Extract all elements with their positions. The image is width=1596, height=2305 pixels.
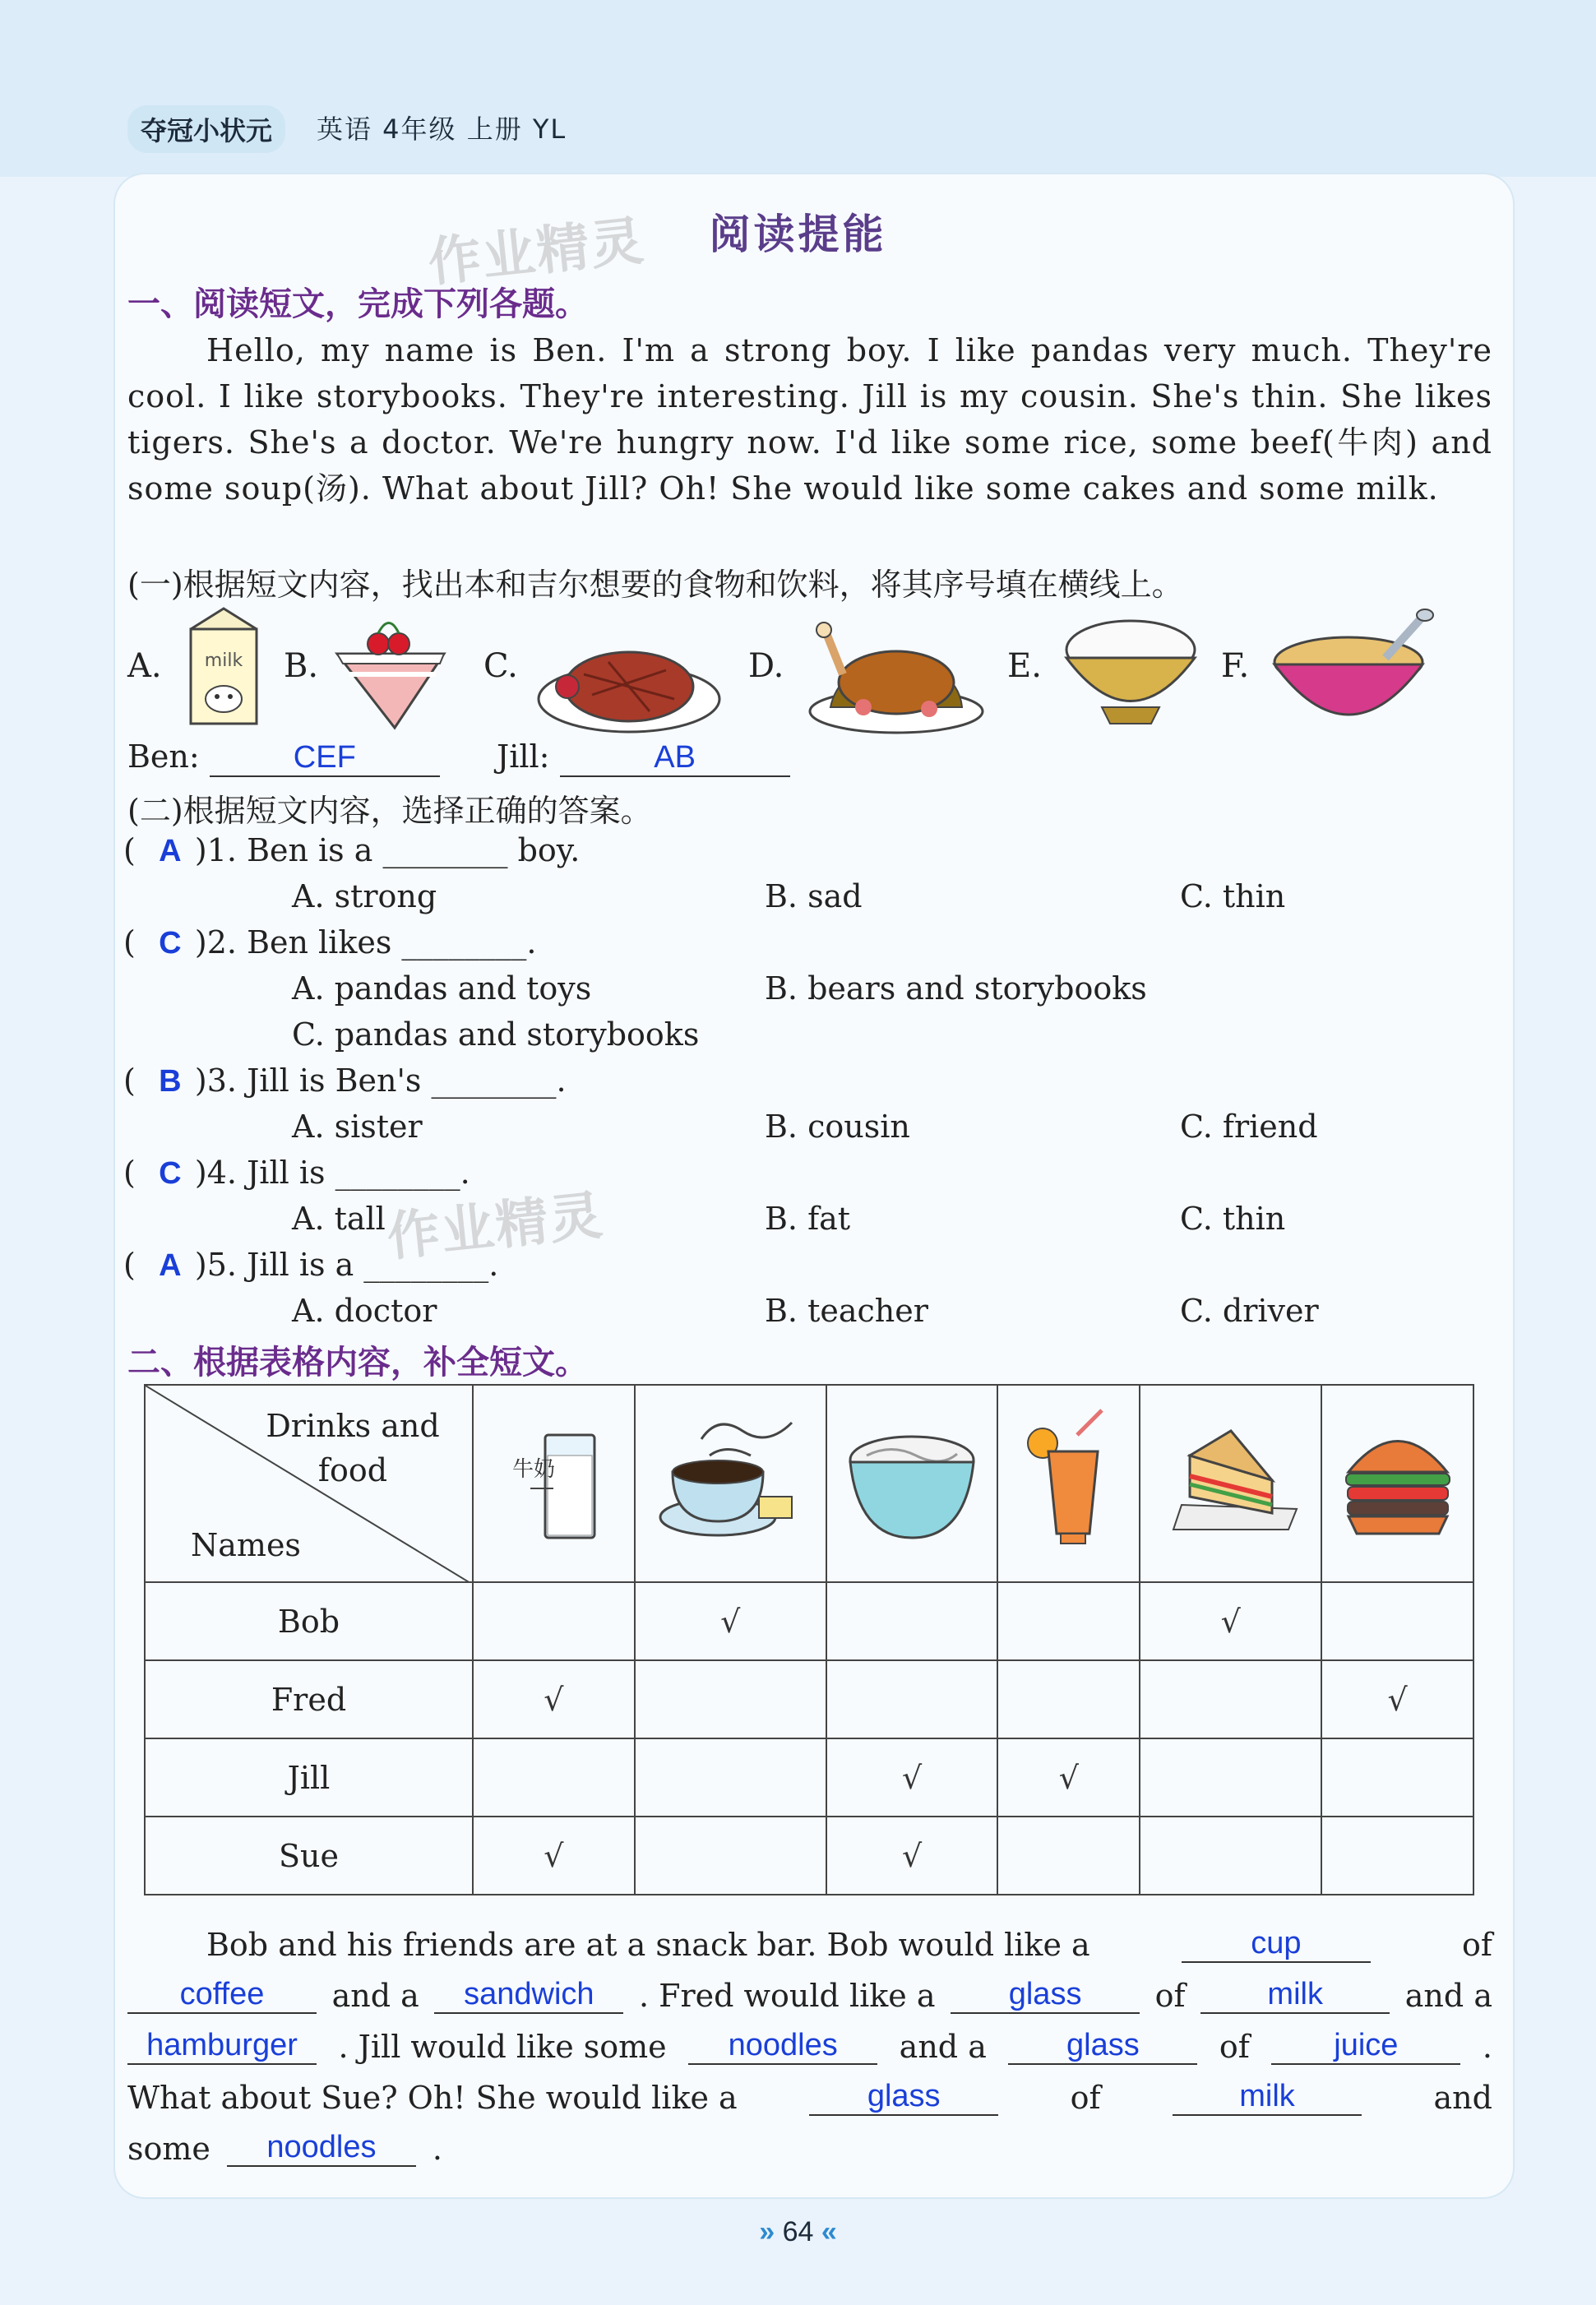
question-3: ( B )3. Jill is Ben's ________. [123, 1062, 567, 1099]
fill-blank[interactable]: glass [951, 1976, 1140, 2014]
choice: B. teacher [765, 1293, 928, 1329]
milk-note: 牛奶 [512, 1456, 556, 1482]
tick-cell [997, 1660, 1140, 1738]
food-options [123, 604, 1505, 744]
fill-text: . Fred would like a [638, 1978, 936, 2014]
sandwich-icon [1157, 1406, 1305, 1554]
column-header [826, 1385, 998, 1582]
cake-slice-icon [333, 613, 448, 736]
fill-blank[interactable]: noodles [227, 2129, 416, 2167]
milk-glass-icon [488, 1406, 619, 1554]
part1-sub1: (一)根据短文内容，找出本和吉尔想要的食物和饮料，将其序号填在横线上。 [127, 567, 1183, 603]
fill-text: and a [1404, 1978, 1492, 2014]
question-2: ( C )2. Ben likes ________. [123, 924, 537, 960]
tick-cell [1321, 1582, 1473, 1660]
tick-cell [826, 1660, 998, 1738]
coffee-cup-icon [652, 1406, 808, 1554]
fill-text: of [1462, 1927, 1492, 1963]
tick-cell [1321, 1817, 1473, 1895]
noodles-bowl-icon [842, 1406, 982, 1554]
option-letter: D. [748, 647, 784, 685]
tick-cell: √ [473, 1817, 635, 1895]
part1-sub2: (二)根据短文内容，选择正确的答案。 [127, 793, 652, 829]
fill-text: of [1154, 1978, 1186, 2014]
table-row [145, 1738, 1473, 1817]
fill-text: . [1482, 2029, 1492, 2065]
choice: A. pandas and toys [292, 970, 592, 1007]
ben-answer-field[interactable]: CEF [210, 739, 440, 777]
fill-line [127, 1912, 1492, 1963]
fill-blank[interactable]: cup [1182, 1925, 1371, 1963]
chevron-right-icon: » [759, 2216, 775, 2247]
watermark: 作业精灵 [384, 1185, 607, 1269]
tick-cell [826, 1582, 998, 1660]
fill-text: . Jill would like some [338, 2029, 667, 2065]
question-stem: )5. Jill is a ________. [194, 1247, 499, 1283]
fill-blank[interactable]: noodles [688, 2027, 877, 2065]
tick-cell: √ [473, 1660, 635, 1738]
svg-text:milk: milk [204, 650, 243, 671]
fill-text: some [127, 2131, 210, 2167]
choice: B. fat [765, 1201, 851, 1237]
option-letter: C. [483, 647, 518, 685]
choice: A. doctor [292, 1293, 437, 1329]
choice: A. tall [292, 1201, 386, 1237]
row-name: Sue [145, 1817, 473, 1895]
tick-cell [635, 1817, 826, 1895]
option-letter: E. [1007, 647, 1042, 685]
section-title: 阅读提能 [709, 211, 887, 258]
fill-text: of [1070, 2080, 1101, 2116]
fill-line [127, 2116, 1492, 2167]
page-number-text: 64 [782, 2216, 814, 2247]
question-5: ( A )5. Jill is a ________. [123, 1247, 499, 1283]
fill-blank[interactable]: glass [809, 2078, 998, 2116]
fill-line [127, 2065, 1492, 2116]
choice: B. sad [765, 878, 863, 914]
tick-cell [997, 1582, 1140, 1660]
question-1: ( A )1. Ben is a ________ boy. [123, 832, 581, 868]
answer-box[interactable]: A [159, 1248, 182, 1283]
column-header [1140, 1385, 1321, 1582]
ben-jill-answer-row [127, 738, 790, 777]
tick-cell: √ [997, 1738, 1140, 1817]
row-name: Fred [145, 1660, 473, 1738]
tick-cell [1140, 1660, 1321, 1738]
choice: C. friend [1180, 1109, 1318, 1145]
fill-text: and [1433, 2080, 1492, 2116]
tick-cell: √ [826, 1738, 998, 1817]
corner-header-cell [145, 1385, 473, 1582]
part2-heading: 二、根据表格内容，补全短文。 [127, 1344, 588, 1382]
choice: C. pandas and storybooks [292, 1016, 700, 1053]
brand-badge: 夺冠小状元 [127, 105, 285, 153]
part1-heading: 一、阅读短文，完成下列各题。 [127, 285, 588, 323]
answer-box[interactable]: C [159, 926, 182, 960]
column-header [997, 1385, 1140, 1582]
soup-bowl-icon [1270, 609, 1435, 736]
option-letter: A. [127, 647, 162, 685]
option-letter: F. [1221, 647, 1250, 685]
tick-cell [997, 1817, 1140, 1895]
rice-bowl-icon [1061, 613, 1200, 736]
tick-cell: √ [635, 1582, 826, 1660]
tick-cell [473, 1738, 635, 1817]
roast-chicken-icon [806, 617, 987, 736]
hamburger-icon [1336, 1414, 1460, 1546]
column-header [473, 1385, 635, 1582]
choice: B. bears and storybooks [765, 970, 1147, 1007]
fill-passage [127, 1912, 1492, 2167]
question-stem: )3. Jill is Ben's ________. [194, 1062, 567, 1099]
tick-cell: √ [1321, 1660, 1473, 1738]
choice: A. strong [292, 878, 437, 914]
fill-line [127, 2014, 1492, 2065]
ben-label: Ben: [127, 738, 200, 775]
fill-text: . [432, 2131, 442, 2167]
question-4: ( C )4. Jill is ________. [123, 1155, 470, 1191]
chevron-left-icon: « [821, 2216, 837, 2247]
watermark: 作业精灵 [425, 211, 648, 294]
fill-blank[interactable]: milk [1173, 2078, 1362, 2116]
table-row [145, 1817, 1473, 1895]
answer-box[interactable]: A [159, 834, 182, 868]
row-name: Bob [145, 1582, 473, 1660]
choice: C. thin [1180, 878, 1286, 914]
jill-label: Jill: [496, 738, 550, 775]
fill-line [127, 1963, 1492, 2014]
fill-blank[interactable]: hamburger [127, 2027, 317, 2065]
answer-box[interactable]: B [159, 1064, 182, 1099]
corner-bottom-label: Names [191, 1527, 301, 1563]
answer-box[interactable]: C [159, 1156, 182, 1191]
choice: C. driver [1180, 1293, 1319, 1329]
question-stem: )4. Jill is ________. [194, 1155, 470, 1191]
milk-carton-icon [183, 604, 265, 728]
choice: A. sister [292, 1109, 423, 1145]
tick-cell [1321, 1738, 1473, 1817]
question-stem: )1. Ben is a ________ boy. [194, 832, 581, 868]
corner-top-label: Drinks and food [266, 1408, 440, 1488]
table-row [145, 1660, 1473, 1738]
book-meta: 英语 4年级 上册 YL [317, 113, 567, 145]
fill-text: What about Sue? Oh! She would like a [127, 2080, 738, 2116]
fill-text: and a [899, 2029, 987, 2065]
choice: B. cousin [765, 1109, 910, 1145]
fill-blank[interactable]: milk [1200, 1976, 1390, 2014]
tick-cell [635, 1660, 826, 1738]
tick-cell: √ [826, 1817, 998, 1895]
fill-blank[interactable]: glass [1008, 2027, 1197, 2065]
row-name: Jill [145, 1738, 473, 1817]
jill-answer-field[interactable]: AB [560, 739, 790, 777]
reading-passage [127, 327, 1492, 511]
fill-text: Bob and his friends are at a snack bar. Bob would like a [206, 1927, 1090, 1963]
choice: C. thin [1180, 1201, 1286, 1237]
tick-cell [473, 1582, 635, 1660]
tick-cell: √ [1140, 1582, 1321, 1660]
juice-glass-icon [1011, 1402, 1126, 1558]
steak-icon [534, 629, 724, 736]
column-header [635, 1385, 826, 1582]
fill-blank[interactable]: juice [1271, 2027, 1460, 2065]
fill-blank[interactable]: coffee [127, 1976, 317, 2014]
fill-text: of [1219, 2029, 1250, 2065]
question-stem: )2. Ben likes ________. [194, 924, 537, 960]
tick-cell [1140, 1817, 1321, 1895]
column-header [1321, 1385, 1473, 1582]
option-letter: B. [284, 647, 319, 685]
tick-cell [635, 1738, 826, 1817]
fill-text: and a [331, 1978, 419, 2014]
fill-blank[interactable]: sandwich [434, 1976, 623, 2014]
passage-text: Hello, my name is Ben. I'm a strong boy. I like pandas very much. They're cool. I like storybooks. They're interesting. Jill is my cousin. She's thin. She likes tigers. She's a doctor. We're hungry now. I'd like some rice, some beef(牛肉) and some soup(汤). What about Jill? Oh! She would like some cakes and some milk. [127, 332, 1492, 507]
tick-cell [1140, 1738, 1321, 1817]
table-row [145, 1582, 1473, 1660]
food-table [144, 1384, 1474, 1895]
page-number [0, 2216, 1596, 2248]
